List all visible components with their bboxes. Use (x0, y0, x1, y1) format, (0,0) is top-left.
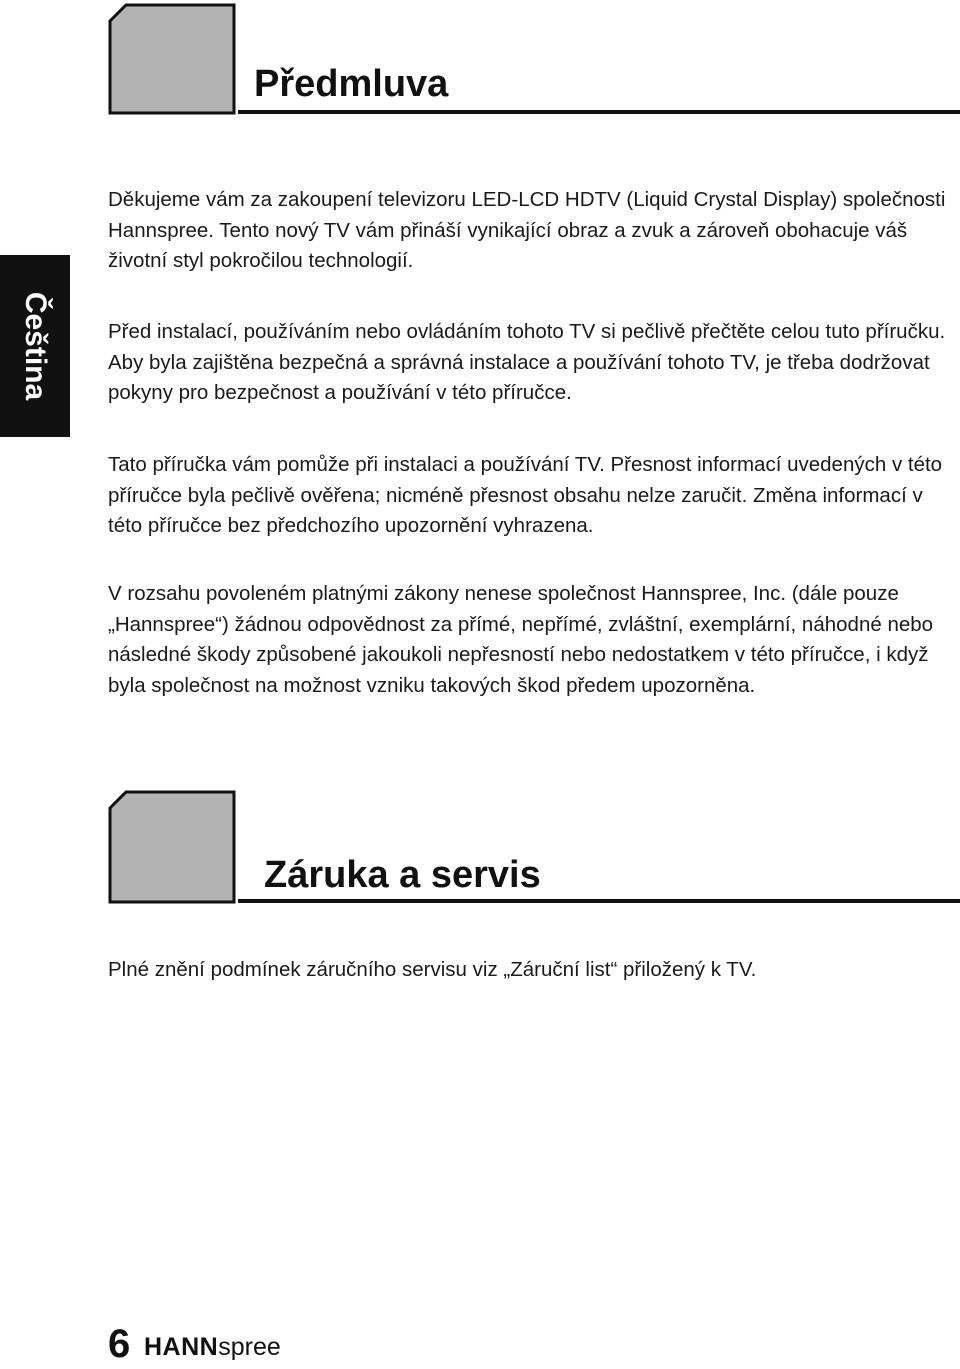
section-title: Předmluva (254, 63, 449, 105)
brand-logo: HANNspree (144, 1333, 281, 1361)
paragraph-intro: Děkujeme vám za zakoupení televizoru LED-LCD HDTV (Liquid Crystal Display) společnosti Hannspree. Tento nový TV vám přináší vynikající obraz a zvuk a zároveň obohacuje váš životní styl pokročilou technologií. (108, 188, 946, 272)
language-side-tab (0, 255, 70, 437)
section-header-preface (108, 3, 960, 115)
section-title-rule (238, 110, 960, 114)
section-title: Záruka a servis (264, 854, 541, 896)
language-tab-label: Čeština (19, 291, 52, 401)
section-header-warranty (108, 790, 960, 904)
paragraph-liability: V rozsahu povoleném platnými zákony nenese společnost Hannspree, Inc. (dále pouze „Hannspree“) žádnou odpovědnost za přímé, nepřímé, zvláštní, exemplární, náhodné nebo následné škody způsobené jakoukoli nepřesností nebo nedostatkem v této příručce, i když byla společnost na možnost vzniku takových škod předem upozorněna. (108, 582, 934, 697)
section-header-box-icon (108, 790, 238, 904)
paragraph-read-manual: Před instalací, používáním nebo ovládáním tohoto TV si pečlivě přečtěte celou tuto příručku. Aby byla zajištěna bezpečná a správná instalace a používání tohoto TV, je třeba dodržovat pokyny pro bezpečnost a používání v této příručce. (108, 320, 946, 404)
paragraph-warranty: Plné znění podmínek záručního servisu viz „Záruční list“ přiložený k TV. (108, 958, 757, 981)
section-title-rule (238, 899, 960, 903)
page-number: 6 (108, 1322, 131, 1366)
section-header-box-icon (108, 3, 238, 115)
paragraph-manual-accuracy: Tato příručka vám pomůže při instalaci a používání TV. Přesnost informací uvedených v této příručce byla pečlivě ověřena; nicméně přesnost obsahu nelze zaručit. Změna informací v této příručce bez předchozího upozornění vyhrazena. (108, 453, 943, 537)
